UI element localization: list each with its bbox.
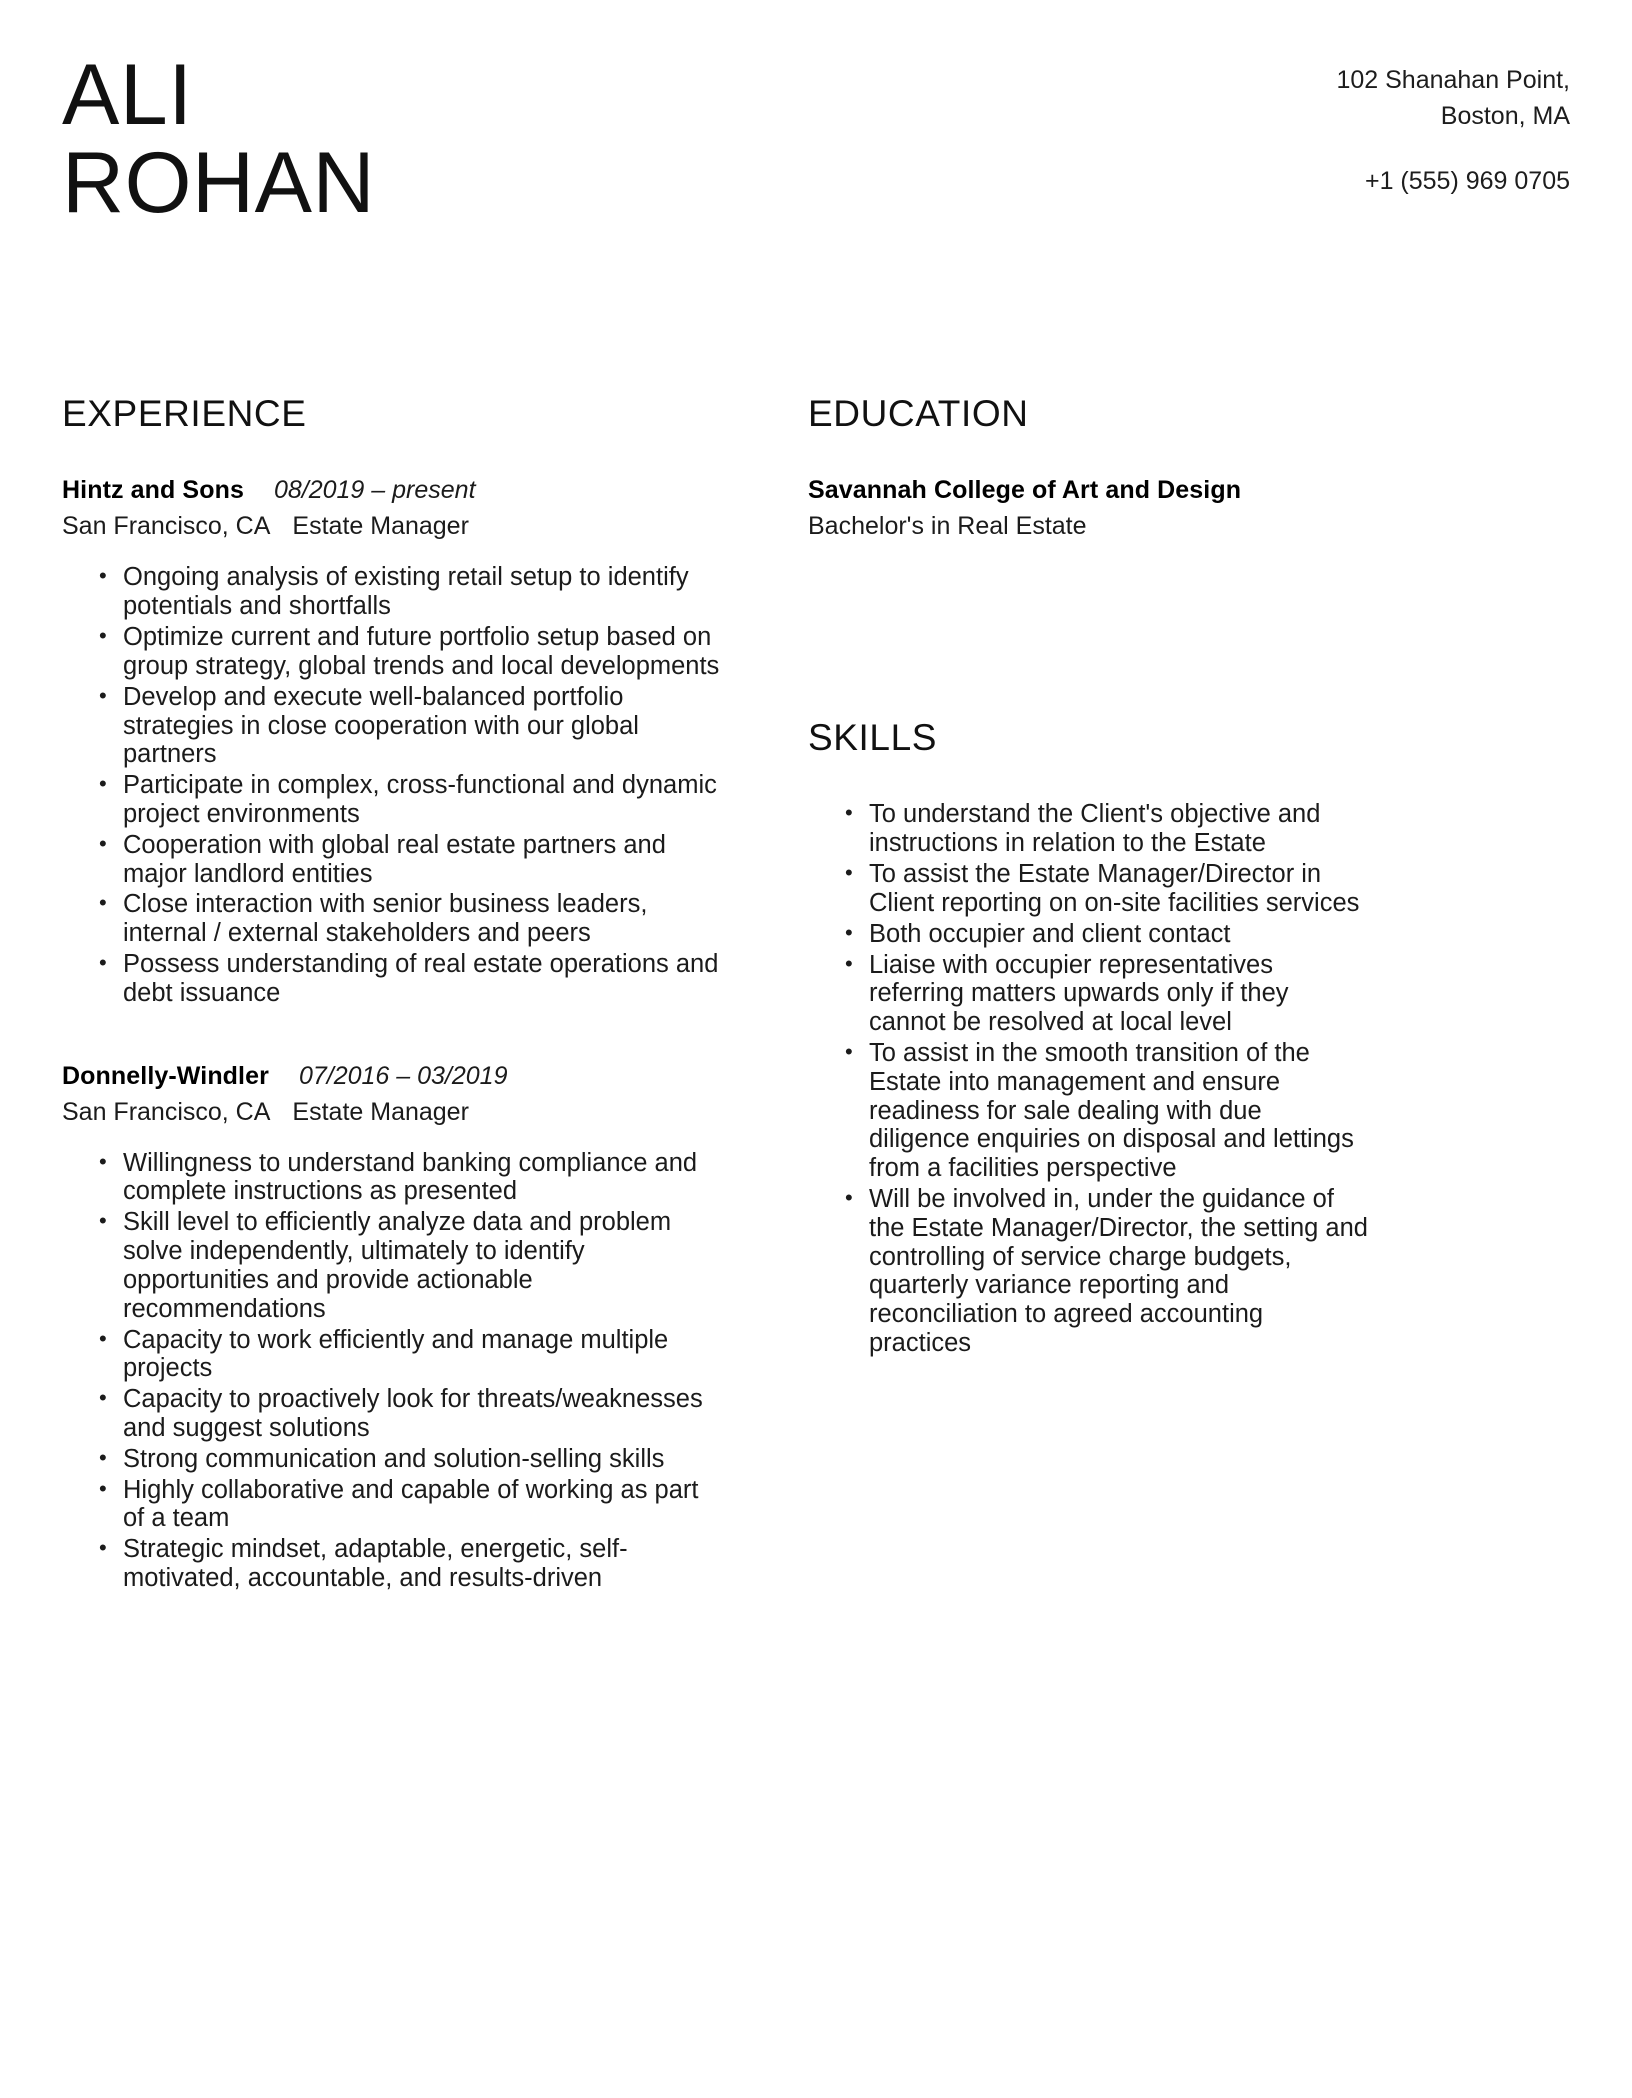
skills-section-title: SKILLS <box>808 717 938 759</box>
experience-bullet: • Cooperation with global real estate partners and major landlord entities <box>99 831 724 889</box>
education-entry-heading <box>808 476 1368 505</box>
left-column <box>62 395 734 1600</box>
experience-section-title: EXPERIENCE <box>62 393 307 435</box>
skills-bullet: • To assist in the smooth transition of the Estate into management and ensure readiness for sale dealing with due diligence enquiries on disposal and lettings from a facilities perspective <box>845 1039 1368 1183</box>
education-school: Savannah College of Art and Design <box>808 476 1242 505</box>
education-entry <box>808 476 1368 541</box>
education-section-title: EDUCATION <box>808 393 1029 435</box>
experience-bullet: • Strong communication and solution-selling skills <box>99 1445 724 1474</box>
experience-entry-subheading <box>62 512 724 541</box>
skills-bullet: • To understand the Client's objective and instructions in relation to the Estate <box>845 800 1368 858</box>
skills-section <box>808 719 1368 1357</box>
experience-bullet: • Develop and execute well-balanced portfolio strategies in close cooperation with our global partners <box>99 683 724 769</box>
experience-bullet: • Willingness to understand banking compliance and complete instructions as presented <box>99 1149 724 1207</box>
experience-bullet: • Ongoing analysis of existing retail setup to identify potentials and shortfalls <box>99 563 724 621</box>
experience-bullet: • Highly collaborative and capable of working as part of a team <box>99 1476 724 1534</box>
experience-location: San Francisco, CA <box>62 512 271 541</box>
experience-bullet: • Optimize current and future portfolio setup based on group strategy, global trends and local developments <box>99 623 724 681</box>
experience-bullet-list <box>62 1149 724 1593</box>
experience-entry <box>62 1062 724 1593</box>
name-first-line: ALI <box>62 47 193 143</box>
experience-bullet: • Skill level to efficiently analyze data and problem solve independently, ultimately to identify opportunities and provide actionable recommendations <box>99 1208 724 1323</box>
experience-bullet: • Capacity to work efficiently and manage multiple projects <box>99 1326 724 1384</box>
skills-bullet: • To assist the Estate Manager/Director in Client reporting on on-site facilities services <box>845 860 1368 918</box>
experience-section <box>62 395 724 1592</box>
experience-company: Donnelly-Windler <box>62 1061 269 1090</box>
skills-bullet: • Will be involved in, under the guidance of the Estate Manager/Director, the setting and controlling of service charge budgets, quarterly variance reporting and reconciliation to agreed accounting practices <box>845 1185 1368 1358</box>
right-column <box>808 395 1368 1359</box>
contact-phone: +1 (555) 969 0705 <box>1364 166 1570 195</box>
experience-location: San Francisco, CA <box>62 1097 271 1126</box>
section-spacer <box>808 549 1368 719</box>
resume-body <box>0 395 1632 1600</box>
experience-bullet: • Possess understanding of real estate operations and debt issuance <box>99 950 724 1008</box>
experience-role: Estate Manager <box>292 1097 469 1126</box>
name-last-line: ROHAN <box>62 134 376 231</box>
skills-bullet: • Liaise with occupier representatives referring matters upwards only if they cannot be resolved at local level <box>845 951 1368 1037</box>
resume-header <box>0 0 1632 231</box>
experience-dates: 08/2019 – present <box>273 476 476 505</box>
experience-bullet: • Strategic mindset, adaptable, energetic, self-motivated, accountable, and results-driven <box>99 1535 724 1593</box>
education-degree: Bachelor's in Real Estate <box>808 512 1087 541</box>
experience-role: Estate Manager <box>292 512 469 541</box>
skills-bullet: • Both occupier and client contact <box>845 920 1368 949</box>
experience-entry-heading <box>62 476 724 505</box>
experience-bullet: • Capacity to proactively look for threats/weaknesses and suggest solutions <box>99 1385 724 1443</box>
candidate-name <box>62 47 376 231</box>
contact-address-line-2: Boston, MA <box>1440 102 1570 131</box>
skills-bullet-list <box>808 800 1368 1357</box>
contact-address-line-1: 102 Shanahan Point, <box>1336 66 1570 94</box>
contact-info <box>1336 52 1570 199</box>
education-section <box>808 395 1368 541</box>
experience-company: Hintz and Sons <box>62 476 244 505</box>
experience-bullet: • Participate in complex, cross-functional and dynamic project environments <box>99 771 724 829</box>
experience-bullet: • Close interaction with senior business leaders, internal / external stakeholders and peers <box>99 890 724 948</box>
experience-dates: 07/2016 – 03/2019 <box>298 1061 508 1090</box>
experience-bullet-list <box>62 563 724 1007</box>
experience-entry-heading <box>62 1062 724 1091</box>
experience-entry <box>62 476 724 1007</box>
experience-entry-subheading <box>62 1098 724 1127</box>
